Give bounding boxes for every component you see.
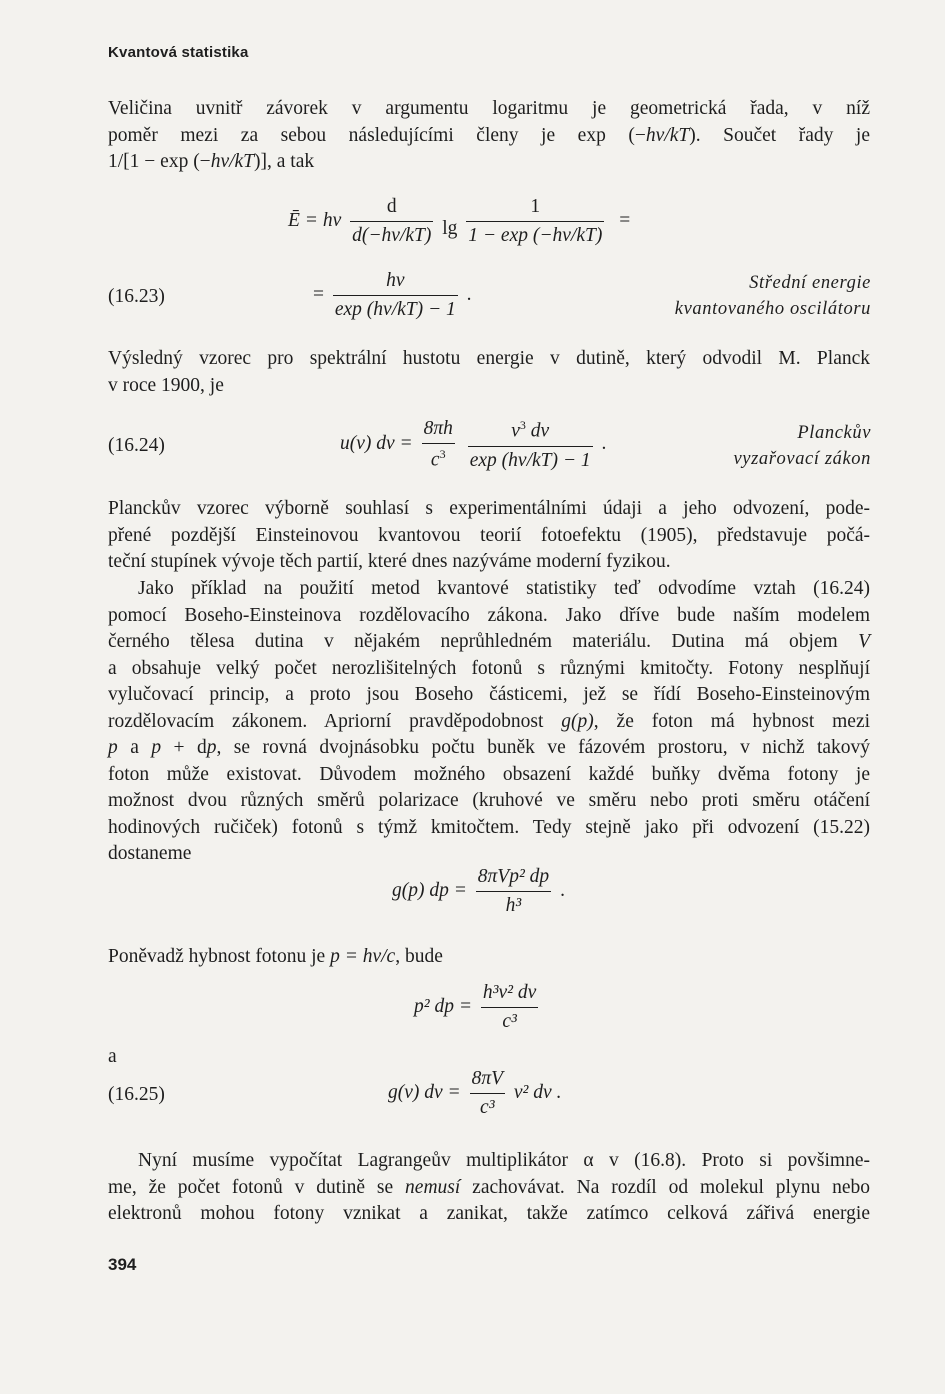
equation-16-25: g(ν) dν = $\frac{8\pi V}{\text{c³}}$ ν² dν . <box>388 1068 562 1118</box>
fraction: $\frac{8\pi h}{c^3}$ <box>423 418 453 471</box>
equation-16-24: u(ν) dν = $\frac{8\pi h}{c^3}$ $\frac{\nu^3 d\nu}{\exp (h\nu/kT) - 1}$ . <box>340 418 607 471</box>
equation-number: (16.23) <box>108 286 165 307</box>
text-line: Výsledný vzorec pro spektrální hustotu energie v dutině, který odvodil M. Planck <box>108 348 870 369</box>
text-line: teční stupínek vývoje těch partií, které dnes nazýváme moderní fyzikou. <box>108 551 671 572</box>
text-line: rozdělovacím zákonem. Apriorní pravděpodobnost g(p), že foton má hybnost mezi <box>108 710 871 732</box>
fraction: $\frac{\nu^3 d\nu}{\exp (h\nu/kT) - 1}$ <box>469 418 591 471</box>
running-head: Kvantová statistika <box>108 44 249 61</box>
text-line: 1/[1 − exp (−hν/kT)], a tak <box>108 151 315 172</box>
equation-16-23: = $\frac{h\nu}{\exp (h\nu/kT) - 1}$ . <box>313 270 472 320</box>
fraction: $\frac{h\nu}{\exp (h\nu/kT) - 1}$ <box>334 270 456 320</box>
paragraph-geometric-series <box>108 96 870 176</box>
text-line: me, že počet fotonů v dutině se nemusí zachovávat. Na rozdíl od molekul plynu nebo <box>108 1176 870 1198</box>
fraction: $\frac{d}{d(-h\nu/kT)}$ <box>352 196 432 246</box>
paragraph-bose-einstein <box>108 576 870 868</box>
text-line: přené pozdější Einsteinovou kvantovou teorií fotoefektu (1905), představuje počá- <box>108 524 870 546</box>
paragraph-planck-agreement <box>108 496 870 576</box>
equation-g-p: g(p) dp = $\frac{\text{8πVp² dp}}{\text{h³}}$ . <box>392 866 565 916</box>
margin-note: Střední energie kvantovaného oscilátoru <box>674 273 871 319</box>
text-line: vylučovací princip, a proto jsou Boseho částicemi, jež se řídí Boseho-Einsteinovým <box>108 684 870 705</box>
text-line: Veličina uvnitř závorek v argumentu logaritmu je geometrická řada, v níž <box>108 98 870 119</box>
text-line: hodinových ručiček) fotonů s týmž kmitočtem. Tedy stejně jako při odvození (15.22) <box>108 816 870 838</box>
text-line: pomocí Boseho-Einsteinova rozdělovacího zákona. Jako dříve bude naším modelem <box>108 604 870 626</box>
text-line: Nyní musíme vypočítat Lagrangeův multiplikátor α v (16.8). Proto si povšimne- <box>138 1150 870 1171</box>
connector-word: a <box>108 1046 117 1067</box>
equation-number: (16.24) <box>108 435 165 456</box>
fraction: $\frac{1}{1 - \exp (-h\nu/kT)}$ <box>468 196 603 246</box>
paragraph-lagrange-multiplier <box>108 1148 870 1228</box>
fraction: $\frac{\text{8πVp² dp}}{\text{h³}}$ <box>477 866 550 916</box>
text-line: dostaneme <box>108 843 192 864</box>
text-line: a obsahuje velký počet nerozlišitelných fotonů s různými kmitočty. Fotony nesplňují <box>108 657 870 679</box>
paragraph-planck-intro <box>108 346 870 399</box>
text-line: možnost dvou různých směrů polarizace (kruhové ve směru nebo proti směru otáčení <box>108 790 870 811</box>
text-line: v roce 1900, je <box>108 374 224 396</box>
text-line: foton může existovat. Důvodem možného obsazení každé buňky dvěma fotony je <box>108 763 870 785</box>
paragraph-photon-momentum <box>108 944 870 971</box>
text-line: p a p + dp, se rovná dvojnásobku počtu buněk ve fázovém prostoru, v nichž takový <box>108 737 871 758</box>
page-number: 394 <box>108 1255 137 1274</box>
fraction: $\frac{\text{h³ν² dν}}{\text{c³}}$ <box>482 982 537 1032</box>
text-line: poměr mezi za sebou následujícími členy je exp (−hν/kT). Součet řady je <box>108 124 870 146</box>
fraction: $\frac{8\pi V}{\text{c³}}$ <box>471 1068 504 1118</box>
equation-p-squared: p² dp = $\frac{\text{h³ν² dν}}{\text{c³}}$ <box>414 982 537 1032</box>
text-line: elektronů mohou fotony vznikat a zanikat, takže zatímco celková zářivá energie <box>108 1203 870 1224</box>
text-line: černého tělesa dutina v nějakém neprůhledném materiálu. Dutina má objem V <box>108 631 870 652</box>
text-line: Planckův vzorec výborně souhlasí s experimentálními údaji a jeho odvození, pode- <box>108 498 870 519</box>
text-line: Jako příklad na použití metod kvantové statistiky teď odvodíme vztah (16.24) <box>138 578 870 599</box>
equation-mean-energy-derivative: Ē = hν $\frac{d}{d(-h\nu/kT)}$ lg $\frac{1}{1 - \exp (-h\nu/kT)}$ = <box>288 196 631 246</box>
text-line: Poněvadž hybnost fotonu je p = hν/c, bude <box>108 946 443 967</box>
equation-number: (16.25) <box>108 1084 165 1105</box>
margin-note: Planckův vyzařovací zákon <box>733 423 871 469</box>
